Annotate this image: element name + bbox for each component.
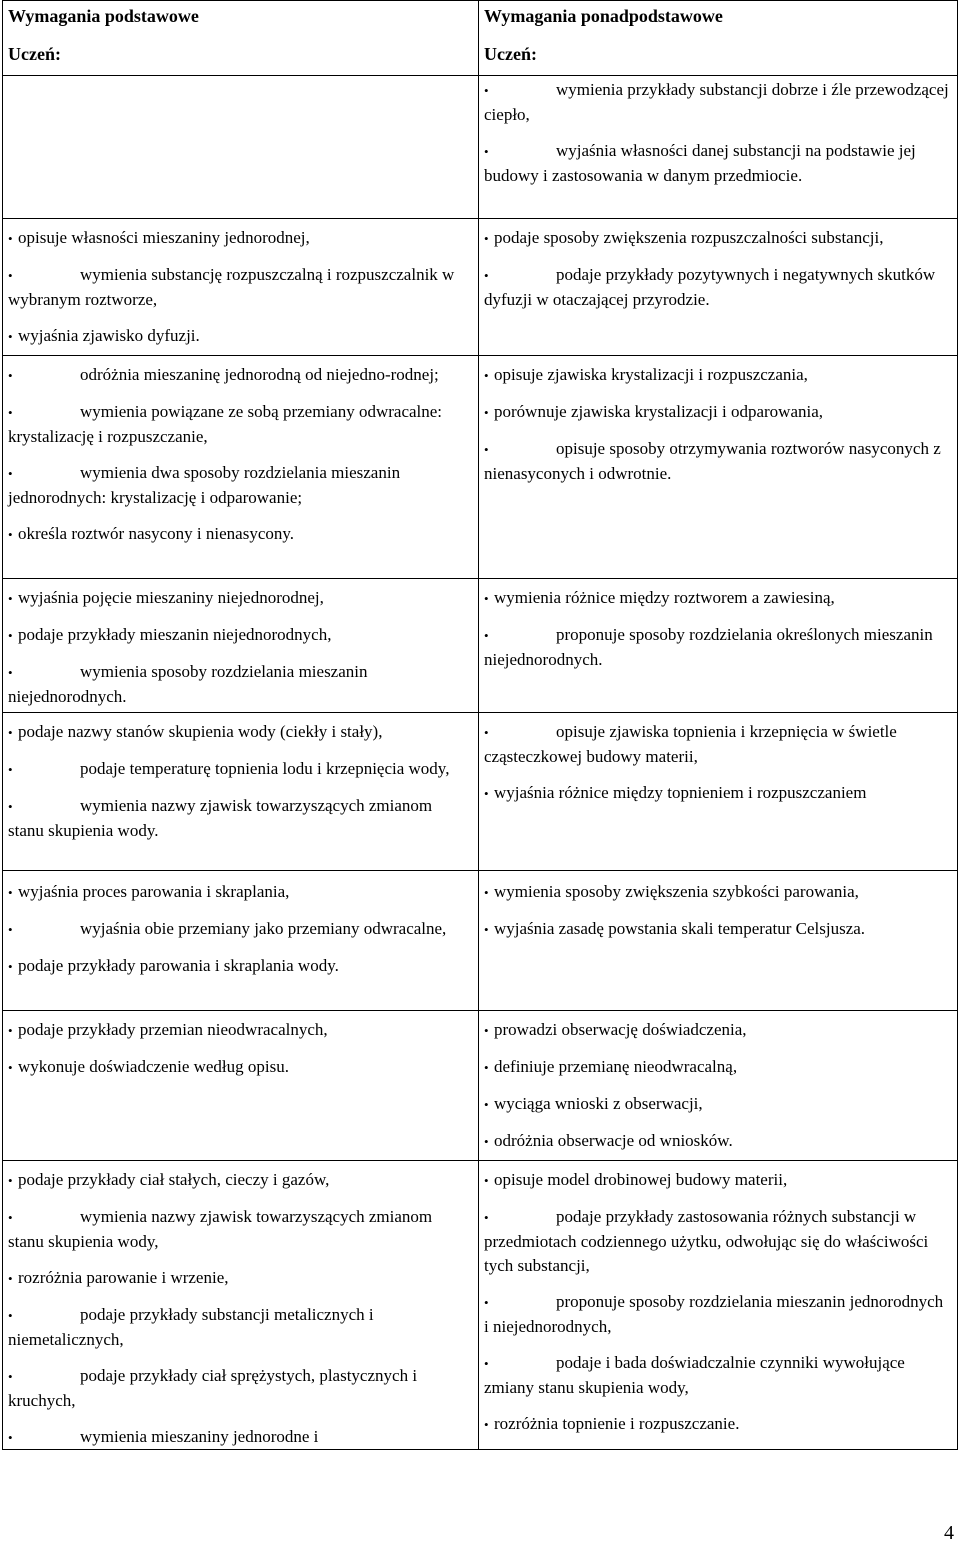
list-item: • wymienia powiązane ze sobą przemiany odwracalne: krystalizację i rozpuszczanie, xyxy=(8,402,443,446)
row-7-right xyxy=(479,1168,957,1437)
list-item: • wyjaśnia obie przemiany jako przemiany odwracalne, xyxy=(8,919,447,938)
list-item: • odróżnia obserwacje od wniosków. xyxy=(484,1131,733,1150)
row-3-right xyxy=(479,586,957,672)
row-divider xyxy=(2,1010,958,1011)
row-divider xyxy=(2,1160,958,1161)
list-item: • wymienia sposoby rozdzielania mieszanin niejednorodnych. xyxy=(8,662,368,706)
list-item: • porównuje zjawiska krystalizacji i odparowania, xyxy=(484,402,824,421)
row-4-left xyxy=(3,720,478,843)
list-item: • proponuje sposoby rozdzielania mieszanin jednorodnych i niejednorodnych, xyxy=(484,1292,944,1336)
row-divider xyxy=(2,218,958,219)
list-item: • podaje przykłady ciał stałych, cieczy i gazów, xyxy=(8,1170,330,1189)
list-item: • wymienia przykłady substancji dobrze i źle przewodzącej ciepło, xyxy=(484,80,949,124)
row-5-left xyxy=(3,880,478,979)
list-item: • wymienia substancję rozpuszczalną i rozpuszczalnik w wybranym roztworze, xyxy=(8,265,455,309)
list-item: • wymienia sposoby zwiększenia szybkości parowania, xyxy=(484,882,859,901)
row-6-right xyxy=(479,1018,957,1154)
row-2-left xyxy=(3,363,478,547)
list-item: • rozróżnia parowanie i wrzenie, xyxy=(8,1268,229,1287)
header-left-sub: Uczeń: xyxy=(8,44,61,64)
row-1-right xyxy=(479,226,957,312)
row-4-right xyxy=(479,720,957,806)
list-item: • podaje nazwy stanów skupienia wody (ciekły i stały), xyxy=(8,722,383,741)
list-item: • wymienia nazwy zjawisk towarzyszących zmianom stanu skupienia wody. xyxy=(8,796,433,840)
header-right-title: Wymagania ponadpodstawowe xyxy=(484,6,723,26)
row-6-left xyxy=(3,1018,478,1080)
list-item: • podaje temperaturę topnienia lodu i krzepnięcia wody, xyxy=(8,759,450,778)
row-2-right xyxy=(479,363,957,486)
list-item: • podaje sposoby zwiększenia rozpuszczalności substancji, xyxy=(484,228,884,247)
list-item: • wyjaśnia proces parowania i skraplania, xyxy=(8,882,290,901)
list-item: • podaje i bada doświadczalnie czynniki wywołujące zmiany stanu skupienia wody, xyxy=(484,1353,905,1397)
row-divider xyxy=(2,712,958,713)
list-item: • podaje przykłady ciał sprężystych, plastycznych i kruchych, xyxy=(8,1366,418,1410)
list-item: • definiuje przemianę nieodwracalną, xyxy=(484,1057,738,1076)
list-item: • wyjaśnia własności danej substancji na podstawie jej budowy i zastosowania w danym przedmiocie. xyxy=(484,141,916,185)
list-item: • opisuje zjawiska krystalizacji i rozpuszczania, xyxy=(484,365,808,384)
list-item: • wyciąga wnioski z obserwacji, xyxy=(484,1094,703,1113)
list-item: • wyjaśnia zasadę powstania skali temperatur Celsjusza. xyxy=(484,919,866,938)
row-5-right xyxy=(479,880,957,942)
row-1-left xyxy=(3,226,478,349)
list-item: • wykonuje doświadczenie według opisu. xyxy=(8,1057,289,1076)
row-0-right xyxy=(479,78,957,188)
list-item: • wymienia dwa sposoby rozdzielania mieszanin jednorodnych: krystalizację i odparowanie; xyxy=(8,463,401,507)
row-divider xyxy=(2,355,958,356)
list-item: • rozróżnia topnienie i rozpuszczanie. xyxy=(484,1414,740,1433)
row-7-left xyxy=(3,1168,478,1450)
list-item: • prowadzi obserwację doświadczenia, xyxy=(484,1020,747,1039)
list-item: • podaje przykłady zastosowania różnych substancji w przedmiotach codziennego użytku, odwołując się do właściwości tych substancji, xyxy=(484,1207,929,1275)
list-item: • podaje przykłady przemian nieodwracalnych, xyxy=(8,1020,328,1039)
list-item: • opisuje zjawiska topnienia i krzepnięcia w świetle cząsteczkowej budowy materii, xyxy=(484,722,897,766)
list-item: • opisuje sposoby otrzymywania roztworów nasyconych z nienasyconych i odwrotnie. xyxy=(484,439,941,483)
list-item: • wyjaśnia pojęcie mieszaniny niejednorodnej, xyxy=(8,588,324,607)
list-item: • podaje przykłady pozytywnych i negatywnych skutków dyfuzji w otaczającej przyrodzie. xyxy=(484,265,936,309)
header-right xyxy=(479,0,957,70)
list-item: • podaje przykłady mieszanin niejednorodnych, xyxy=(8,625,332,644)
list-item: • wymienia mieszaniny jednorodne i xyxy=(8,1427,319,1446)
row-3-left xyxy=(3,586,478,709)
list-item: • podaje przykłady substancji metalicznych i niemetalicznych, xyxy=(8,1305,374,1349)
row-divider xyxy=(2,870,958,871)
row-divider xyxy=(2,75,958,76)
header-right-sub: Uczeń: xyxy=(484,44,537,64)
list-item: • opisuje własności mieszaniny jednorodnej, xyxy=(8,228,310,247)
list-item: • proponuje sposoby rozdzielania określonych mieszanin niejednorodnych. xyxy=(484,625,933,669)
row-divider xyxy=(2,578,958,579)
requirements-table xyxy=(2,0,958,1450)
list-item: • wymienia różnice między roztworem a zawiesiną, xyxy=(484,588,835,607)
header-left-title: Wymagania podstawowe xyxy=(8,6,199,26)
list-item: • odróżnia mieszaninę jednorodną od niejedno-rodnej; xyxy=(8,365,439,384)
list-item: • podaje przykłady parowania i skraplania wody. xyxy=(8,956,339,975)
list-item: • wyjaśnia zjawisko dyfuzji. xyxy=(8,326,200,345)
list-item: • wyjaśnia różnice między topnieniem i rozpuszczaniem xyxy=(484,783,867,802)
page-number: 4 xyxy=(944,1522,954,1544)
list-item: • określa roztwór nasycony i nienasycony. xyxy=(8,524,295,543)
list-item: • wymienia nazwy zjawisk towarzyszących zmianom stanu skupienia wody, xyxy=(8,1207,433,1251)
list-item: • opisuje model drobinowej budowy materii, xyxy=(484,1170,788,1189)
header-left xyxy=(3,0,478,70)
